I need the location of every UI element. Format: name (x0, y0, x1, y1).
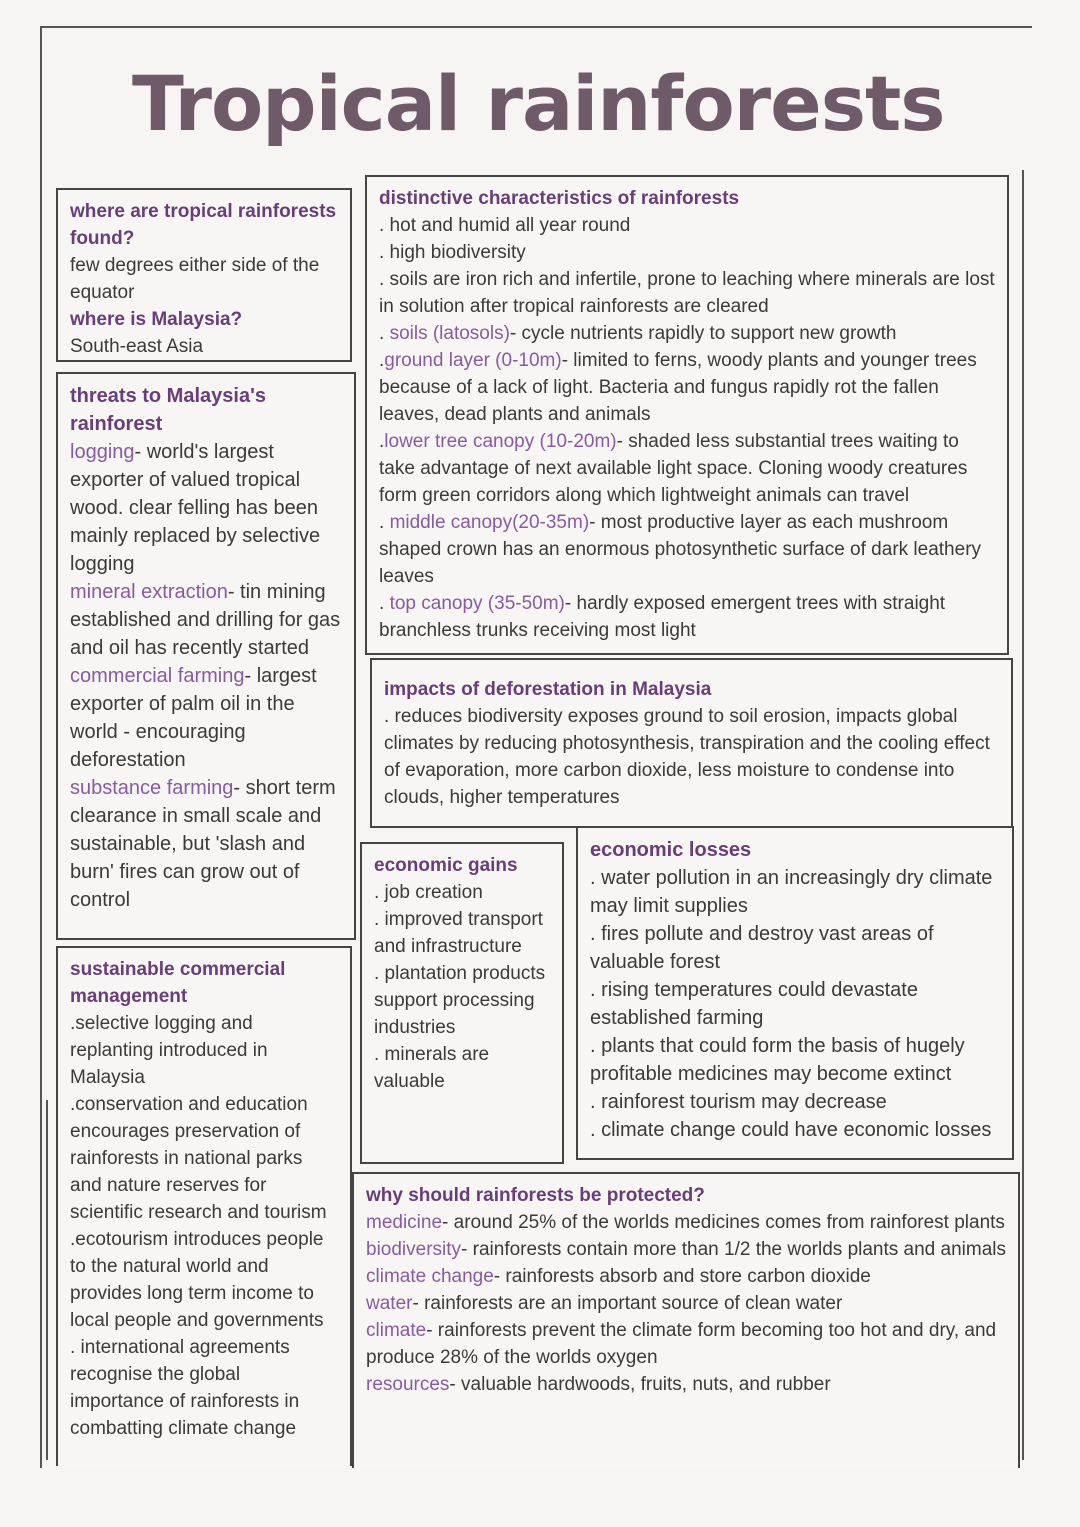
loss-item: . rainforest tourism may decrease (590, 1091, 887, 1113)
protected-item: biodiversity- rainforests contain more than 1/2 the worlds plants and animals (366, 1239, 1006, 1260)
losses-heading: economic losses (590, 839, 752, 861)
impacts-heading: impacts of deforestation in Malaysia (384, 679, 712, 700)
characteristic-line: . hot and humid all year round (379, 215, 631, 236)
protected-item: water- rainforests are an important source of clean water (366, 1293, 843, 1314)
characteristic-line: . soils are iron rich and infertile, prone to leaching where minerals are lost in solution after tropical rainforests are cleared (379, 269, 995, 317)
threat-item: substance farming- short term clearance in small scale and sustainable, but 'slash and burn' fires can grow out of control (70, 777, 336, 911)
characteristic-line: . soils (latosols)- cycle nutrients rapidly to support new growth (379, 323, 897, 344)
gains-heading: economic gains (374, 855, 518, 876)
loss-item: . plants that could form the basis of hugely profitable medicines may become extinct (590, 1035, 965, 1085)
gains-box (360, 842, 564, 1164)
gain-item: . minerals are valuable (374, 1044, 490, 1092)
gain-item: . plantation products support processing industries (374, 963, 546, 1038)
page-title: Tropical rainforests (132, 59, 945, 148)
where-text: few degrees either side of the equator (70, 255, 320, 303)
loss-item: . water pollution in an increasingly dry climate may limit supplies (590, 867, 993, 917)
characteristic-line: . high biodiversity (379, 242, 526, 263)
protected-heading: why should rainforests be protected? (366, 1185, 705, 1206)
protected-box (352, 1172, 1020, 1468)
malaysia-heading: where is Malaysia? (70, 309, 243, 330)
impacts-text: . reduces biodiversity exposes ground to soil erosion, impacts global climates by reducing photosynthesis, transpiration and the cooling effect of evaporation, more carbon dioxide, less moisture to condense into clouds, higher temperatures (384, 706, 990, 808)
characteristic-line: .lower tree canopy (10-20m)- shaded less substantial trees waiting to take advantage of next available light space. Cloning woody creatures form green corridors along which lightweight animals can travel (379, 431, 968, 506)
characteristics-heading: distinctive characteristics of rainforests (379, 188, 740, 209)
characteristics-box (365, 175, 1009, 655)
sustainable-item: .conservation and education encourages preservation of rainforests in national parks and nature reserves for scientific research and tourism (70, 1094, 327, 1223)
protected-item: climate change- rainforests absorb and store carbon dioxide (366, 1266, 871, 1287)
threats-box (56, 372, 356, 940)
characteristic-line: .ground layer (0-10m)- limited to ferns, woody plants and younger trees because of a lack of light. Bacteria and fungus rapidly rot the fallen leaves, dead plants and animals (379, 350, 977, 425)
threat-item: logging- world's largest exporter of valued tropical wood. clear felling has been mainly replaced by selective logging (70, 441, 321, 575)
gain-item: . improved transport and infrastructure (374, 909, 543, 957)
where-box (56, 188, 352, 362)
loss-item: . fires pollute and destroy vast areas of valuable forest (590, 923, 934, 973)
characteristic-line: . top canopy (35-50m)- hardly exposed emergent trees with straight branchless trunks receiving most light (379, 593, 946, 641)
characteristic-line: . middle canopy(20-35m)- most productive layer as each mushroom shaped crown has an enormous photosynthetic surface of dark leathery leaves (379, 512, 982, 587)
loss-item: . rising temperatures could devastate established farming (590, 979, 918, 1029)
protected-item: medicine- around 25% of the worlds medicines comes from rainforest plants (366, 1212, 1005, 1233)
impacts-box (370, 658, 1013, 828)
threat-item: commercial farming- largest exporter of palm oil in the world - encouraging deforestation (70, 665, 317, 771)
sustainable-item: . international agreements recognise the global importance of rainforests in combatting climate change (70, 1337, 300, 1439)
losses-box (576, 826, 1014, 1160)
left-margin-line (46, 1100, 48, 1460)
where-heading: where are tropical rainforests found? (70, 201, 337, 249)
sustainable-box (56, 946, 352, 1466)
protected-item: climate- rainforests prevent the climate form becoming too hot and dry, and produce 28% of the worlds oxygen (366, 1320, 997, 1368)
right-margin-line (1022, 170, 1024, 1460)
threat-item: mineral extraction- tin mining established and drilling for gas and oil has recently started (70, 581, 341, 659)
protected-item: resources- valuable hardwoods, fruits, nuts, and rubber (366, 1374, 831, 1395)
sustainable-heading: sustainable commercial management (70, 959, 286, 1007)
sustainable-item: .selective logging and replanting introduced in Malaysia (70, 1013, 268, 1088)
loss-item: . climate change could have economic losses (590, 1119, 992, 1141)
sustainable-item: .ecotourism introduces people to the natural world and provides long term income to local people and governments (70, 1229, 324, 1331)
gain-item: . job creation (374, 882, 483, 903)
threats-heading: threats to Malaysia's rainforest (70, 385, 266, 435)
malaysia-text: South-east Asia (70, 336, 204, 357)
